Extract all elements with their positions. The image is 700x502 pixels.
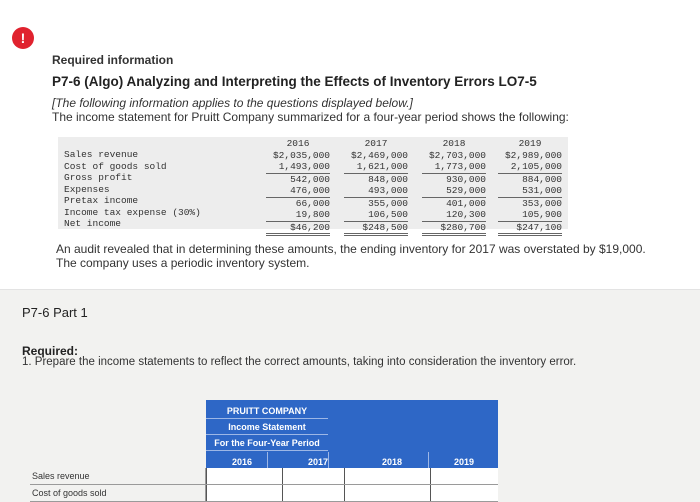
column-divider [328, 452, 329, 468]
column-2018 [422, 138, 486, 236]
column-2016 [266, 138, 330, 236]
row-label: Net income [64, 218, 122, 229]
year-header-2017: 2017 [308, 457, 329, 467]
header-divider [206, 434, 328, 435]
sales-revenue-2019-input[interactable] [430, 468, 498, 484]
table-cell: 120,300 [422, 209, 486, 222]
entry-table-header [206, 400, 498, 468]
sales-revenue-2018-input[interactable] [344, 468, 430, 484]
audit-note: An audit revealed that in determining these amounts, the ending inventory for 2017 was overstated by $19,000. The company uses a periodic inventory system. [56, 242, 646, 270]
table-cell: $46,200 [266, 222, 330, 237]
company-name: PRUITT COMPANY [226, 406, 308, 416]
table-cell: $2,989,000 [504, 149, 562, 161]
required-label: Required: [22, 344, 79, 358]
year-header-2019: 2019 [454, 457, 475, 467]
entry-grid [30, 468, 498, 502]
row-label-cell [30, 468, 206, 485]
header-divider [206, 418, 328, 419]
statement-period: For the Four-Year Period [214, 438, 320, 448]
table-cell: $2,703,000 [428, 149, 486, 161]
table-cell: 105,900 [498, 209, 562, 222]
sales-revenue-2016-input[interactable] [206, 468, 282, 484]
table-cell: 106,500 [344, 209, 408, 222]
cost-of-goods-sold-2018-input[interactable] [344, 485, 430, 501]
table-row [30, 468, 498, 485]
table-cell: 66,000 [295, 197, 330, 209]
row-label: Cost of goods sold [32, 488, 107, 498]
table-cell: $247,100 [498, 222, 562, 237]
row-label: Pretax income [64, 195, 139, 206]
instruction-text: 1. Prepare the income statements to reflect the correct amounts, taking into consideration the inventory error. [22, 356, 577, 368]
table-cell: 19,800 [266, 209, 330, 222]
year-header-2016: 2016 [232, 457, 253, 467]
table-cell: 2,105,000 [498, 161, 562, 174]
cost-of-goods-sold-2019-input[interactable] [430, 485, 498, 501]
column-year: 2019 [518, 138, 542, 149]
row-labels [64, 149, 201, 230]
table-cell: 1,621,000 [344, 161, 408, 174]
column-year: 2016 [286, 138, 310, 149]
column-2019 [498, 138, 562, 236]
row-label: Sales revenue [32, 471, 90, 481]
alert-icon: ! [12, 27, 34, 49]
income-statement-table [58, 137, 568, 233]
table-row [30, 485, 498, 502]
row-label: Income tax expense (30%) [64, 206, 201, 218]
table-cell: 1,493,000 [266, 161, 330, 174]
sales-revenue-2017-input[interactable] [282, 468, 344, 484]
table-cell: 930,000 [446, 173, 486, 185]
year-header-2018: 2018 [382, 457, 403, 467]
column-year: 2017 [364, 138, 388, 149]
header-divider [206, 450, 328, 451]
required-information-heading: Required information [52, 53, 174, 67]
row-label: Sales revenue [64, 149, 139, 160]
column-year: 2018 [442, 138, 466, 149]
table-cell: $280,700 [422, 222, 486, 237]
table-cell: 353,000 [522, 197, 562, 209]
cost-of-goods-sold-2017-input[interactable] [282, 485, 344, 501]
table-cell: $2,035,000 [272, 149, 330, 161]
table-cell: 476,000 [266, 185, 330, 198]
table-cell: 493,000 [344, 185, 408, 198]
table-cell: 529,000 [422, 185, 486, 198]
table-cell: $2,469,000 [350, 149, 408, 161]
table-cell: 848,000 [368, 173, 408, 185]
cost-of-goods-sold-2016-input[interactable] [206, 485, 282, 501]
table-cell: 531,000 [498, 185, 562, 198]
table-cell: 1,773,000 [422, 161, 486, 174]
table-cell: 401,000 [446, 197, 486, 209]
applies-note: [The following information applies to the questions displayed below.] [52, 96, 413, 110]
table-cell: $248,500 [344, 222, 408, 237]
column-2017 [344, 138, 408, 236]
table-cell: 542,000 [290, 173, 330, 185]
row-label: Gross profit [64, 172, 133, 183]
column-divider [428, 452, 429, 468]
row-label: Expenses [64, 183, 110, 195]
row-label-cell [30, 485, 206, 502]
row-label: Cost of goods sold [64, 160, 167, 172]
intro-text: The income statement for Pruitt Company summarized for a four-year period shows the following: [52, 110, 569, 124]
part-title: P7-6 Part 1 [22, 305, 88, 320]
table-cell: 355,000 [368, 197, 408, 209]
table-cell: 884,000 [522, 173, 562, 185]
problem-title: P7-6 (Algo) Analyzing and Interpreting the Effects of Inventory Errors LO7-5 [52, 74, 537, 89]
column-divider [267, 452, 268, 468]
statement-name: Income Statement [228, 422, 306, 432]
